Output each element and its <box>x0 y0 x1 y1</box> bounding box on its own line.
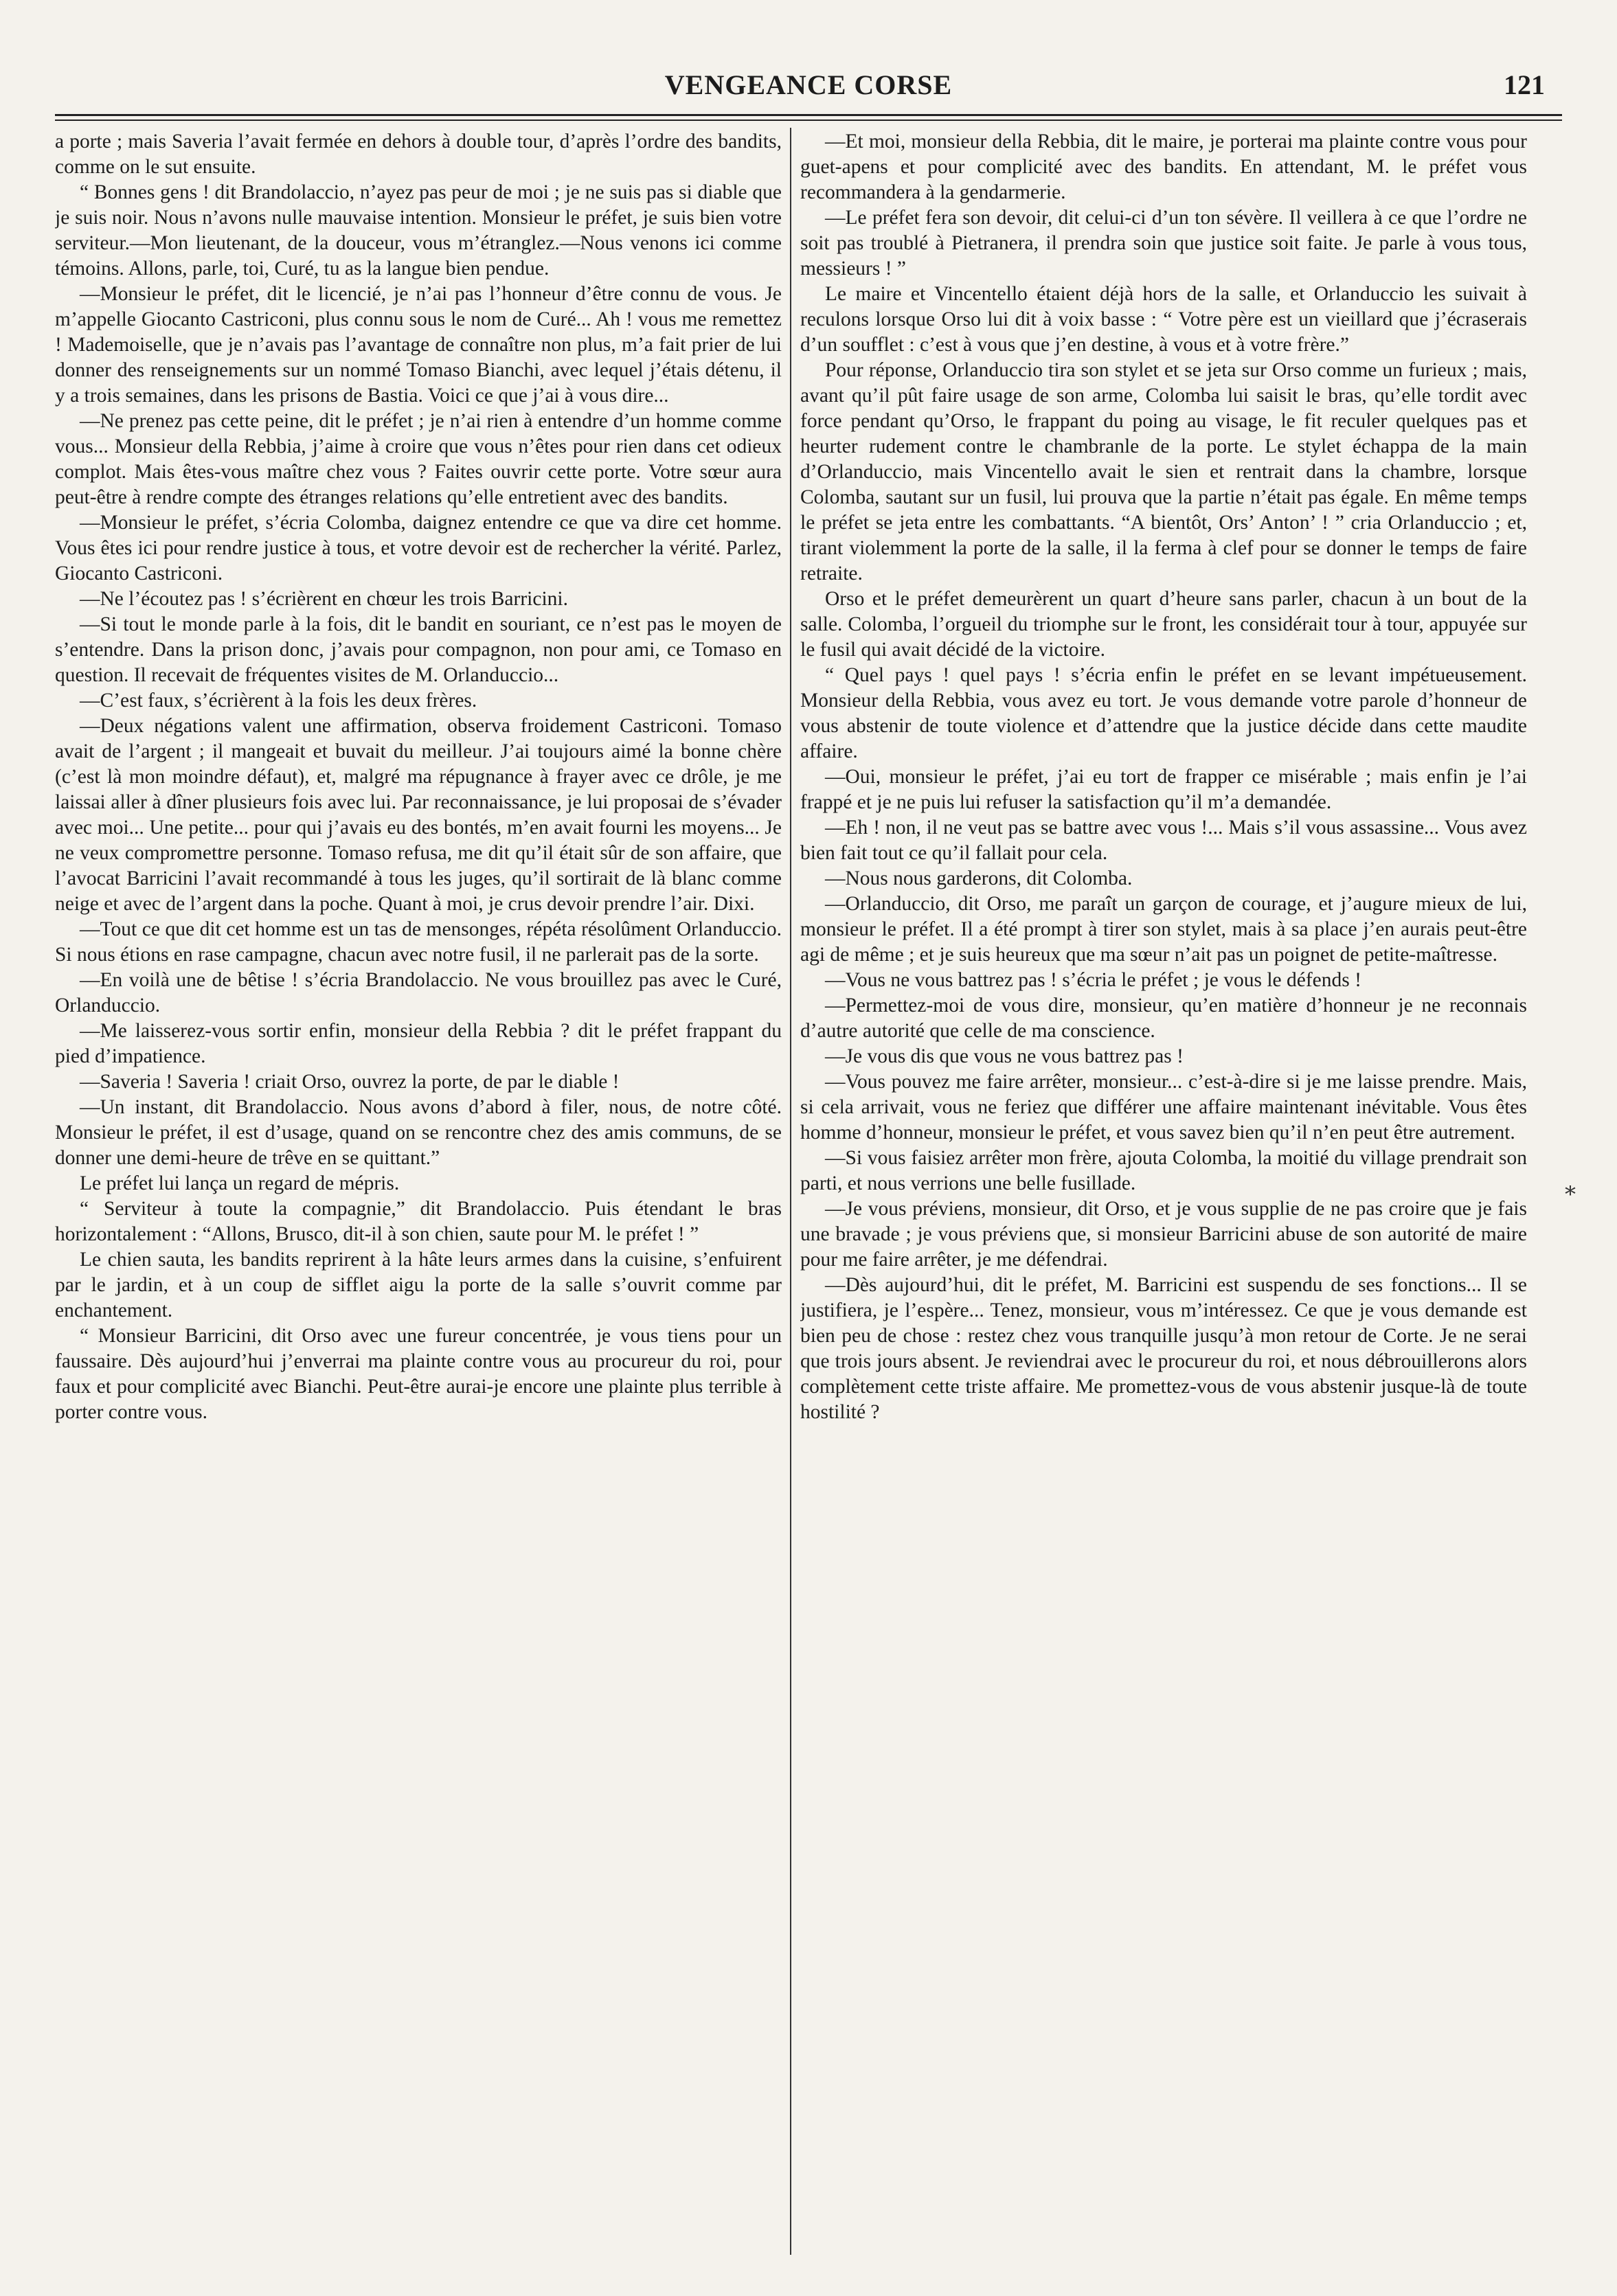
paragraph: —Vous pouvez me faire arrêter, monsieur... c’est-à-dire si je me laisse prendre. Mais, si cela arrivait, vous ne feriez que différer une affaire maintenant inévitable. Vous êtes homme d’honneur, monsieur le préfet, et vous savez bien qu’il n’en peut être autrement. <box>800 1071 1527 1144</box>
paragraph: —Ne prenez pas cette peine, dit le préfet ; je n’ai rien à entendre d’un homme comme vous... Monsieur della Rebbia, j’aime à croire que vous n’êtes pour rien dans cet odieux complot. Mais êtes-vous maître chez vous ? Faites ouvrir cette porte. Votre sœur aura peut-être à rendre compte des étranges relations qu’elle entretient avec des bandits. <box>55 410 782 508</box>
paragraph: —C’est faux, s’écrièrent à la fois les deux frères. <box>80 690 477 712</box>
paragraph: Le maire et Vincentello étaient déjà hors de la salle, et Orlanduccio les suivait à reculons lorsque Orso lui dit à voix basse : “ Votre père est un vieillard que j’écraserais d’un soufflet : c’est à vous que j’en destine, à vous et à votre frère.” <box>800 283 1527 356</box>
paragraph: —Un instant, dit Brandolaccio. Nous avons d’abord à filer, nous, de notre côté. Monsieur le préfet, il est d’usage, quand on se rencontre chez des amis communs, de se donner une demi-heure de trêve en se quittant.” <box>55 1096 782 1169</box>
paragraph: —Deux négations valent une affirmation, observa froidement Castriconi. Tomaso avait de l’argent ; il mangeait et buvait du meilleur. J’ai toujours aimé la bonne chère (c’est là mon moindre défaut), et, malgré ma répugnance à frayer avec ce drôle, je me laissai aller à dîner plusieurs fois avec lui. Par reconnaissance, je lui proposai de s’évader avec moi... Une petite... pour qui j’avais eu des bontés, m’en avait fourni les moyens... Je ne veux compromettre personne. Tomaso refusa, me dit qu’il était sûr de son affaire, que l’avocat Barricini l’avait recommandé à tous les juges, qu’il sortirait de là blanc comme neige et avec de l’argent dans la poche. Quant à moi, je crus devoir prendre l’air. Dixi. <box>55 715 782 915</box>
page-number: 121 <box>1504 69 1545 100</box>
paragraph: —Je vous préviens, monsieur, dit Orso, et je vous supplie de ne pas croire que je fais une bravade ; je vous préviens que, si monsieur Barricini abuse de son autorité de maire pour me faire arrêter, je me défendrai. <box>800 1198 1527 1271</box>
paragraph: “ Bonnes gens ! dit Brandolaccio, n’ayez pas peur de moi ; je ne suis pas si diable que je suis noir. Nous n’avons nulle mauvaise intention. Monsieur le préfet, je suis bien votre serviteur.—Mon lieutenant, de la douceur, vous m’étranglez.—Nous venons ici comme témoins. Allons, parle, toi, Curé, tu as la langue bien pendue. <box>55 181 782 280</box>
page-header <box>55 69 1562 117</box>
paragraph: —Me laisserez-vous sortir enfin, monsieur della Rebbia ? dit le préfet frappant du pied d’impatience. <box>55 1020 782 1067</box>
paragraph: —Eh ! non, il ne veut pas se battre avec vous !... Mais s’il vous assassine... Vous avez bien fait tout ce qu’il fallait pour cela. <box>800 817 1527 864</box>
paragraph: Orso et le préfet demeurèrent un quart d’heure sans parler, chacun à un bout de la salle. Colomba, l’orgueil du triomphe sur le front, les considérait tour à tour, appuyée sur le fusil qui avait décidé de la victoire. <box>800 588 1527 661</box>
right-column <box>800 129 1527 2263</box>
paragraph: —Orlanduccio, dit Orso, me paraît un garçon de courage, et j’augure mieux de lui, monsieur le préfet. Il a été prompt à tirer son stylet, mais à sa place j’en aurais peut-être agi de même ; et je suis heureux que ma sœur n’ait pas un poignet de petite-maîtresse. <box>800 893 1527 966</box>
margin-asterisk: * <box>1565 1181 1576 1207</box>
paragraph: —Si vous faisiez arrêter mon frère, ajouta Colomba, la moitié du village prendrait son parti, et nous verrions une belle fusillade. <box>800 1147 1527 1194</box>
paragraph: —Ne l’écoutez pas ! s’écrièrent en chœur les trois Barricini. <box>80 588 568 610</box>
paragraph: —Oui, monsieur le préfet, j’ai eu tort de frapper ce misérable ; mais enfin je l’ai frappé et je ne puis lui refuser la satisfaction qu’il m’a demandée. <box>800 766 1527 813</box>
paragraph: —Dès aujourd’hui, dit le préfet, M. Barricini est suspendu de ses fonctions... Il se justifiera, je l’espère... Tenez, monsieur, vous m’intéressez. Ce que je vous demande est bien peu de chose : restez chez vous tranquille jusqu’à mon retour de Corte. Je ne serai que trois jours absent. Je reviendrai avec le procureur du roi, et nous débrouillerons alors complètement cette triste affaire. Me promettez-vous de vous abstenir jusque-là de toute hostilité ? <box>800 1274 1527 1423</box>
paragraph: —Saveria ! Saveria ! criait Orso, ouvrez la porte, de par le diable ! <box>80 1071 620 1093</box>
paragraph: —Et moi, monsieur della Rebbia, dit le maire, je porterai ma plainte contre vous pour guet-apens et pour complicité avec des bandits. En attendant, M. le préfet vous recommandera à la gendarmerie. <box>800 130 1527 203</box>
column-divider <box>790 128 791 2255</box>
left-column <box>55 129 782 2263</box>
paragraph: Le préfet lui lança un regard de mépris. <box>80 1172 400 1194</box>
paragraph: —Monsieur le préfet, s’écria Colomba, daignez entendre ce que va dire cet homme. Vous êtes ici pour rendre justice à tous, et votre devoir est de rechercher la vérité. Parlez, Giocanto Castriconi. <box>55 512 782 584</box>
paragraph: —En voilà une de bêtise ! s’écria Brandolaccio. Ne vous brouillez pas avec le Curé, Orlanduccio. <box>55 969 782 1016</box>
paragraph: “ Quel pays ! quel pays ! s’écria enfin le préfet en se levant impétueusement. Monsieur della Rebbia, vous avez eu tort. Je vous demande votre parole d’honneur de vous abstenir de toute violence et d’attendre que la justice décide dans cette maudite affaire. <box>800 664 1527 762</box>
paragraph: Le chien sauta, les bandits reprirent à la hâte leurs armes dans la cuisine, s’enfuirent par le jardin, et à un coup de sifflet aigu la porte de la salle s’ouvrit comme par enchantement. <box>55 1249 782 1321</box>
running-head: VENGEANCE CORSE <box>664 69 953 100</box>
paragraph: —Vous ne vous battrez pas ! s’écria le préfet ; je vous le défends ! <box>825 969 1361 991</box>
paragraph: —Tout ce que dit cet homme est un tas de mensonges, répéta résolûment Orlanduccio. Si nous étions en rase campagne, chacun avec notre fusil, il ne parlerait pas de la sorte. <box>55 918 782 966</box>
paragraph: —Je vous dis que vous ne vous battrez pas ! <box>825 1045 1184 1067</box>
paragraph: Pour réponse, Orlanduccio tira son stylet et se jeta sur Orso comme un furieux ; mais, avant qu’il pût faire usage de son arme, Colomba lui saisit le bras, qu’elle tordit avec force pendant qu’Orso, le frappant du poing au visage, le fit reculer quelques pas et heurter rudement contre le chambranle de la porte. Le stylet échappa de la main d’Orlanduccio, mais Vincentello avait le sien et rentrait dans la chambre, lorsque Colomba, sautant sur un fusil, lui prouva que la partie n’était pas égale. En même temps le préfet se jeta entre les combattants. “A bientôt, Ors’ Anton’ ! ” cria Orlanduccio ; et, tirant violemment la porte de la salle, il la ferma à clef pour se donner le temps de faire retraite. <box>800 359 1527 584</box>
paragraph: —Permettez-moi de vous dire, monsieur, qu’en matière d’honneur je ne reconnais d’autre autorité que celle de ma conscience. <box>800 994 1527 1042</box>
paragraph: —Le préfet fera son devoir, dit celui-ci d’un ton sévère. Il veillera à ce que l’ordre ne soit pas troublé à Pietranera, il prendra soin que justice soit faite. Je parle à vous tous, messieurs ! ” <box>800 207 1527 280</box>
paragraph: —Monsieur le préfet, dit le licencié, je n’ai pas l’honneur d’être connu de vous. Je m’appelle Giocanto Castriconi, plus connu sous le nom de Curé... Ah ! vous me remettez ! Mademoiselle, que je n’avais pas l’avantage de connaître non plus, m’a fait prier de lui donner des renseignements sur un nommé Tomaso Bianchi, avec lequel j’étais détenu, il y a trois semaines, dans les prisons de Bastia. Voici ce que j’ai à vous dire... <box>55 283 782 407</box>
paragraph: a porte ; mais Saveria l’avait fermée en dehors à double tour, d’après l’ordre des bandits, comme on le sut ensuite. <box>55 130 782 178</box>
paragraph: “ Monsieur Barricini, dit Orso avec une fureur concentrée, je vous tiens pour un faussaire. Dès aujourd’hui j’enverrai ma plainte contre vous au procureur du roi, pour faux et pour complicité avec Bianchi. Peut-être aurai-je encore une plainte plus terrible à porter contre vous. <box>55 1325 782 1423</box>
paragraph: “ Serviteur à toute la compagnie,” dit Brandolaccio. Puis étendant le bras horizontalement : “Allons, Brusco, dit-il à son chien, saute pour M. le préfet ! ” <box>55 1198 782 1245</box>
header-rule <box>55 114 1562 116</box>
paragraph: —Si tout le monde parle à la fois, dit le bandit en souriant, ce n’est pas le moyen de s’entendre. Dans la prison donc, j’avais pour compagnon, non pour ami, ce Tomaso en question. Il recevait de fréquentes visites de M. Orlanduccio... <box>55 613 782 686</box>
header-rule-double <box>55 120 1562 121</box>
paragraph: —Nous nous garderons, dit Colomba. <box>825 867 1133 889</box>
